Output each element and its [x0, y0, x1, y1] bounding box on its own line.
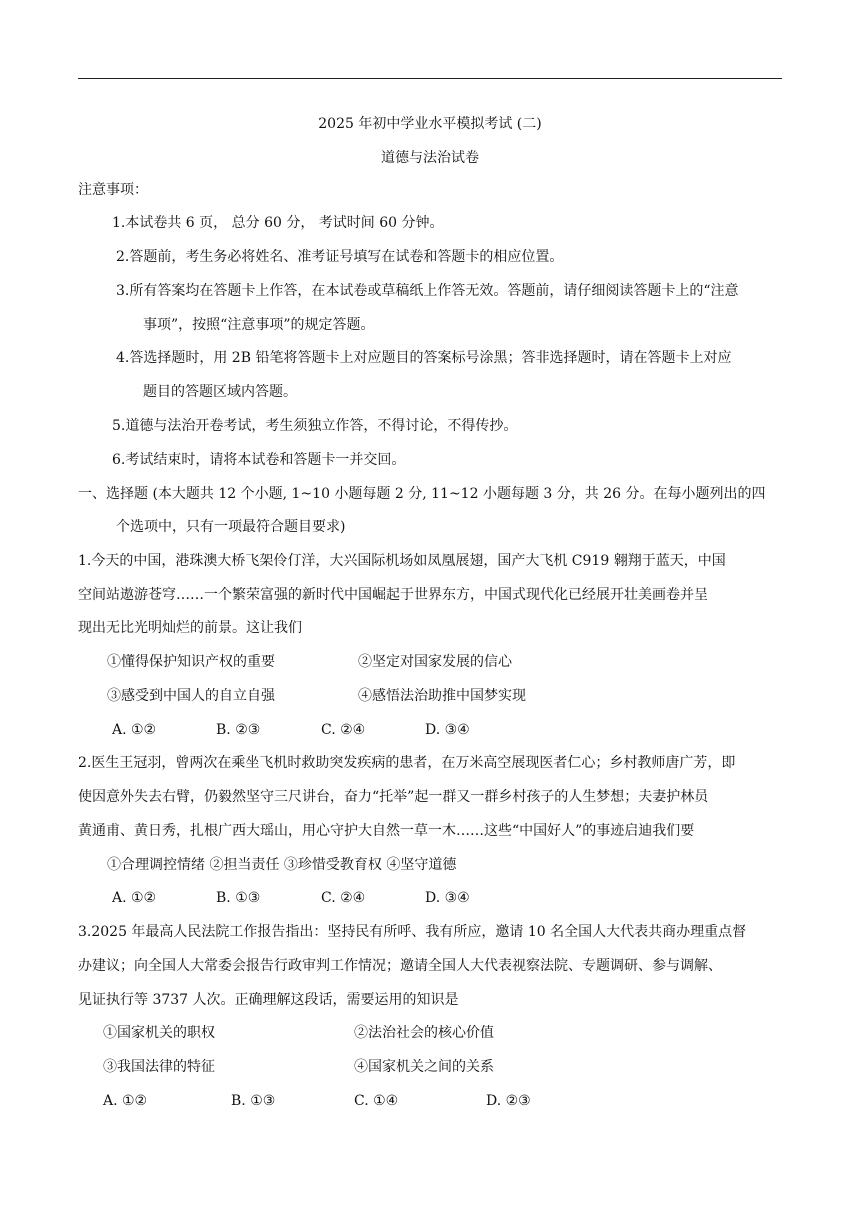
notice-heading: 注意事项： — [78, 182, 148, 198]
q1-statement-1: ①懂得保护知识产权的重要 — [107, 654, 275, 670]
header-rule — [78, 78, 782, 79]
q1-option-b[interactable]: B. ②③ — [216, 722, 261, 738]
q3-statement-4: ④国家机关之间的关系 — [354, 1059, 494, 1075]
q1-statement-3: ③感受到中国人的自立自强 — [107, 688, 275, 704]
q2-option-d[interactable]: D. ③④ — [425, 890, 470, 906]
q2-stem-line-3: 黄通甫、黄日秀，扎根广西大瑶山，用心守护大自然一草一木……这些“中国好人”的事迹启迪我们要 — [78, 823, 695, 839]
q2-stem-line-2: 使因意外失去右臂，仍毅然坚守三尺讲台，奋力“托举”起一群又一群乡村孩子的人生梦想；夫妻护林员 — [78, 789, 709, 805]
notice-item-5: 5.道德与法治开卷考试，考生须独立作答，不得讨论，不得传抄。 — [112, 418, 518, 434]
q2-option-b[interactable]: B. ①③ — [216, 890, 261, 906]
q1-stem-line-2: 空间站遨游苍穹……一个繁荣富强的新时代中国崛起于世界东方，中国式现代化已经展开壮美画卷并呈 — [78, 587, 708, 603]
exam-subtitle: 道德与法治试卷 — [381, 150, 479, 166]
notice-item-1: 1.本试卷共 6 页， 总分 60 分， 考试时间 60 分钟。 — [112, 215, 444, 231]
q3-statement-3: ③我国法律的特征 — [103, 1059, 215, 1075]
q3-option-a[interactable]: A. ①② — [103, 1093, 148, 1109]
q1-statement-2: ②坚定对国家发展的信心 — [358, 654, 512, 670]
q2-option-c[interactable]: C. ②④ — [321, 890, 366, 906]
q3-stem-line-3: 见证执行等 3737 人次。正确理解这段话，需要运用的知识是 — [78, 992, 459, 1008]
q1-option-a[interactable]: A. ①② — [112, 722, 157, 738]
q1-option-d[interactable]: D. ③④ — [425, 722, 470, 738]
notice-item-4-cont: 题目的答题区域内答题。 — [143, 384, 297, 400]
section-heading: 一、选择题 (本大题共 12 个小题, 1~10 小题每题 2 分, 11~12 小题每题 3 分，共 26 分。在每小题列出的四 — [78, 486, 766, 502]
q3-option-d[interactable]: D. ②③ — [486, 1093, 531, 1109]
q1-option-c[interactable]: C. ②④ — [321, 722, 366, 738]
q1-statement-4: ④感悟法治助推中国梦实现 — [358, 688, 526, 704]
q3-option-c[interactable]: C. ①④ — [354, 1093, 399, 1109]
q3-stem-line-1: 3.2025 年最高人民法院工作报告指出：坚持民有所呼、我有所应，邀请 10 名全国人大代表共商办理重点督 — [78, 924, 747, 940]
notice-item-4: 4.答选择题时，用 2B 铅笔将答题卡上对应题目的答案标号涂黑；答非选择题时，请在答题卡上对应 — [116, 350, 732, 366]
section-heading-cont: 个选项中，只有一项最符合题目要求) — [116, 519, 346, 535]
q3-statement-2: ②法治社会的核心价值 — [354, 1025, 494, 1041]
q3-option-b[interactable]: B. ①③ — [231, 1093, 276, 1109]
q2-stem-line-1: 2.医生王冠羽，曾两次在乘坐飞机时救助突发疾病的患者，在万米高空展现医者仁心；乡村教师唐广芳，即 — [78, 755, 736, 771]
q2-statements: ①合理调控情绪 ②担当责任 ③珍惜受教育权 ④坚守道德 — [107, 857, 457, 873]
q3-statement-1: ①国家机关的职权 — [103, 1025, 215, 1041]
q1-stem-line-1: 1.今天的中国，港珠澳大桥飞架伶仃洋，大兴国际机场如凤凰展翅，国产大飞机 C919 翱翔于蓝天，中国 — [78, 553, 726, 569]
q3-stem-line-2: 办建议；向全国人大常委会报告行政审判工作情况；邀请全国人大代表视察法院、专题调研、参与调解、 — [78, 958, 722, 974]
q2-option-a[interactable]: A. ①② — [112, 890, 157, 906]
notice-item-6: 6.考试结束时，请将本试卷和答题卡一并交回。 — [112, 452, 406, 468]
q1-stem-line-3: 现出无比光明灿烂的前景。这让我们 — [78, 620, 302, 636]
exam-title: 2025 年初中学业水平模拟考试 (二) — [318, 116, 542, 132]
notice-item-2: 2.答题前，考生务必将姓名、准考证号填写在试卷和答题卡的相应位置。 — [116, 249, 564, 265]
notice-item-3-cont: 事项”，按照“注意事项”的规定答题。 — [143, 317, 375, 333]
notice-item-3: 3.所有答案均在答题卡上作答，在本试卷或草稿纸上作答无效。答题前，请仔细阅读答题卡上的“注意 — [116, 283, 739, 299]
